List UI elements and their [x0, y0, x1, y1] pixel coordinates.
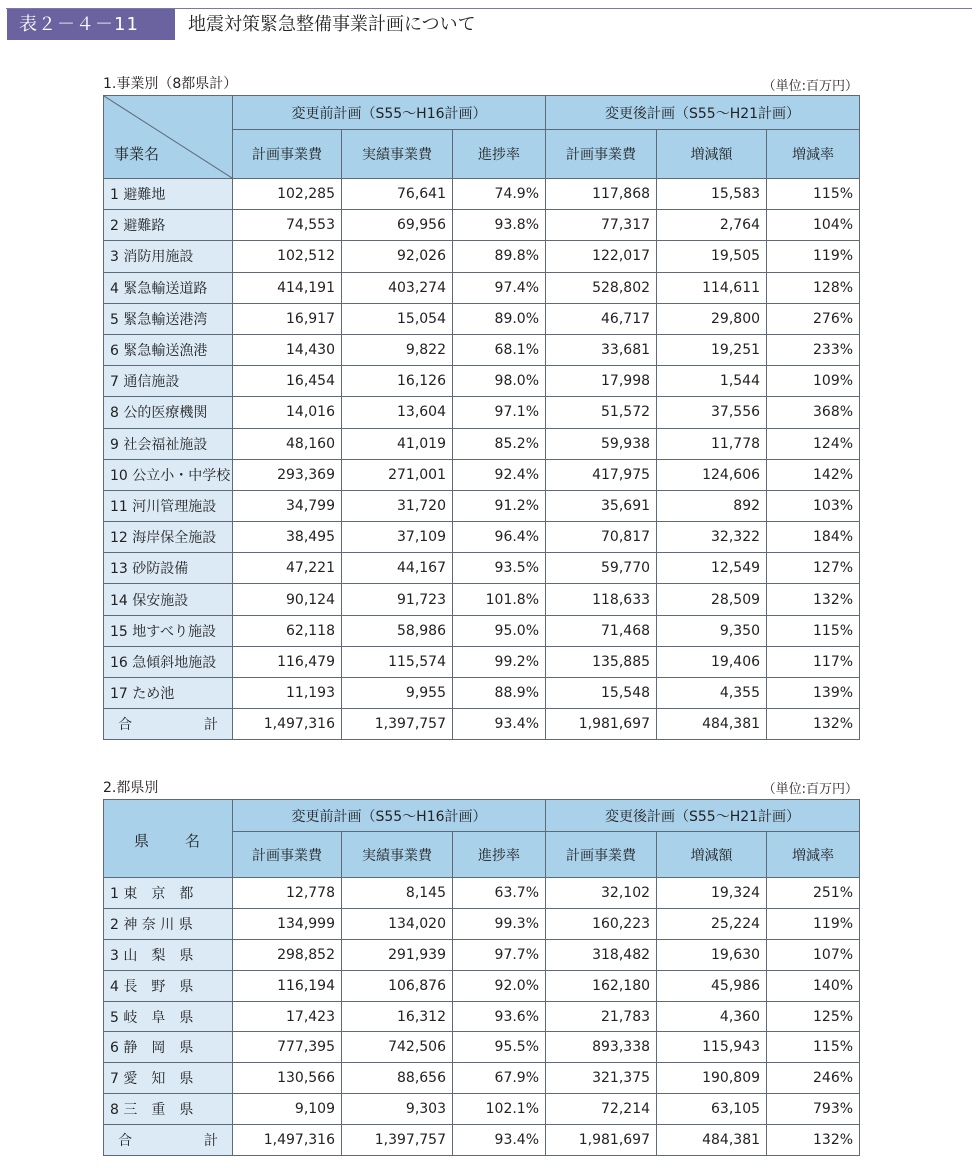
row-label: 16 急傾斜地施設: [104, 646, 233, 677]
table-row: [104, 939, 860, 970]
table-row: [104, 522, 860, 553]
table-row: [104, 878, 860, 909]
total-cell: 132%: [767, 1125, 860, 1156]
table-cell: 8,145: [342, 878, 453, 909]
table-cell: 62,118: [233, 615, 342, 646]
row-label: 4 緊急輸送道路: [104, 272, 233, 303]
row-label: 2 避難路: [104, 210, 233, 241]
table-row: [104, 428, 860, 459]
table-cell: 97.7%: [453, 939, 546, 970]
table-cell: 892: [657, 490, 767, 521]
table-cell: 25,224: [657, 908, 767, 939]
table-cell: 38,495: [233, 522, 342, 553]
total-cell: 1,981,697: [546, 1125, 657, 1156]
table-cell: 293,369: [233, 459, 342, 490]
table-by-project: [103, 95, 860, 740]
total-cell: 93.4%: [453, 1125, 546, 1156]
table-row: [104, 553, 860, 584]
row-label: 7 愛 知 県: [104, 1063, 233, 1094]
total-label-a: 合: [118, 1133, 132, 1150]
group-header-before: 変更前計画（S55～H16計画）: [233, 96, 546, 130]
table-cell: 63,105: [657, 1094, 767, 1125]
table-cell: 116,479: [233, 646, 342, 677]
total-cell: 484,381: [657, 1125, 767, 1156]
table-cell: 9,303: [342, 1094, 453, 1125]
table-cell: 102,285: [233, 179, 342, 210]
col-header: 増減率: [767, 130, 860, 179]
table-cell: 318,482: [546, 939, 657, 970]
table-cell: 19,251: [657, 334, 767, 365]
row-label: 9 社会福祉施設: [104, 428, 233, 459]
table-cell: 124,606: [657, 459, 767, 490]
table-cell: 28,509: [657, 584, 767, 615]
table-cell: 14,430: [233, 334, 342, 365]
table-cell: 742,506: [342, 1032, 453, 1063]
table-row: [104, 1094, 860, 1125]
table-cell: 51,572: [546, 397, 657, 428]
table-cell: 16,917: [233, 303, 342, 334]
table-cell: 34,799: [233, 490, 342, 521]
table-cell: 119%: [767, 241, 860, 272]
table-cell: 16,312: [342, 1001, 453, 1032]
table-cell: 88.9%: [453, 678, 546, 709]
table-row: [104, 1032, 860, 1063]
table-cell: 124%: [767, 428, 860, 459]
table-cell: 68.1%: [453, 334, 546, 365]
table-cell: 122,017: [546, 241, 657, 272]
table-cell: 528,802: [546, 272, 657, 303]
table-cell: 74.9%: [453, 179, 546, 210]
table-cell: 15,583: [657, 179, 767, 210]
table-cell: 134,020: [342, 908, 453, 939]
table-cell: 88,656: [342, 1063, 453, 1094]
table-cell: 93.6%: [453, 1001, 546, 1032]
table-cell: 132%: [767, 584, 860, 615]
total-label-b: 計: [204, 1133, 218, 1150]
total-label: [104, 709, 233, 740]
table-cell: 115,574: [342, 646, 453, 677]
table-cell: 59,938: [546, 428, 657, 459]
table-cell: 251%: [767, 878, 860, 909]
table-cell: 128%: [767, 272, 860, 303]
table-cell: 9,822: [342, 334, 453, 365]
table-cell: 95.5%: [453, 1032, 546, 1063]
table-cell: 117%: [767, 646, 860, 677]
total-cell: 1,497,316: [233, 709, 342, 740]
section2-label: 2.都県別: [103, 780, 159, 796]
row-label: 10 公立小・中学校: [104, 459, 233, 490]
table-cell: 233%: [767, 334, 860, 365]
table-cell: 97.1%: [453, 397, 546, 428]
table-cell: 134,999: [233, 908, 342, 939]
table-cell: 12,778: [233, 878, 342, 909]
table-cell: 190,809: [657, 1063, 767, 1094]
table-row: [104, 241, 860, 272]
table-cell: 414,191: [233, 272, 342, 303]
table-cell: 12,549: [657, 553, 767, 584]
table-cell: 19,505: [657, 241, 767, 272]
table-cell: 77,317: [546, 210, 657, 241]
table-cell: 15,054: [342, 303, 453, 334]
table-row: [104, 1001, 860, 1032]
col-header: 進捗率: [453, 130, 546, 179]
table-cell: 321,375: [546, 1063, 657, 1094]
col-header: 増減率: [767, 832, 860, 878]
table-row: [104, 366, 860, 397]
table-cell: 101.8%: [453, 584, 546, 615]
col-header: 増減額: [657, 832, 767, 878]
table-cell: 33,681: [546, 334, 657, 365]
table-cell: 139%: [767, 678, 860, 709]
page-title: 地震対策緊急整備事業計画について: [188, 14, 476, 35]
table-cell: 21,783: [546, 1001, 657, 1032]
table-cell: 127%: [767, 553, 860, 584]
table-cell: 117,868: [546, 179, 657, 210]
table-cell: 89.8%: [453, 241, 546, 272]
table-cell: 93.5%: [453, 553, 546, 584]
table-cell: 125%: [767, 1001, 860, 1032]
total-label-b: 計: [204, 717, 218, 734]
total-cell: 1,981,697: [546, 709, 657, 740]
group-header-after: 変更後計画（S55～H21計画）: [546, 800, 860, 832]
table-cell: 92.0%: [453, 970, 546, 1001]
table-cell: 16,126: [342, 366, 453, 397]
table-cell: 45,986: [657, 970, 767, 1001]
table-cell: 70,817: [546, 522, 657, 553]
table-cell: 46,717: [546, 303, 657, 334]
table-by-prefecture: [103, 799, 860, 1156]
table-cell: 104%: [767, 210, 860, 241]
table-cell: 71,468: [546, 615, 657, 646]
row-label: 5 岐 阜 県: [104, 1001, 233, 1032]
total-row: [104, 1125, 860, 1156]
table-cell: 115%: [767, 1032, 860, 1063]
table-cell: 19,406: [657, 646, 767, 677]
table-cell: 31,720: [342, 490, 453, 521]
table-cell: 19,630: [657, 939, 767, 970]
table-cell: 17,998: [546, 366, 657, 397]
table-cell: 16,454: [233, 366, 342, 397]
col-header: 計画事業費: [546, 130, 657, 179]
table-cell: 17,423: [233, 1001, 342, 1032]
table-cell: 15,548: [546, 678, 657, 709]
table-cell: 103%: [767, 490, 860, 521]
row-label: 7 通信施設: [104, 366, 233, 397]
table-cell: 140%: [767, 970, 860, 1001]
table-cell: 1,544: [657, 366, 767, 397]
row-label: 11 河川管理施設: [104, 490, 233, 521]
table-cell: 793%: [767, 1094, 860, 1125]
table-cell: 114,611: [657, 272, 767, 303]
table-cell: 4,360: [657, 1001, 767, 1032]
corner-label: 事業名: [114, 145, 160, 163]
diagonal-line: [104, 96, 232, 178]
total-label: [104, 1125, 233, 1156]
table-cell: 35,691: [546, 490, 657, 521]
table-row: [104, 678, 860, 709]
group-header-after: 変更後計画（S55～H21計画）: [546, 96, 860, 130]
table-cell: 99.3%: [453, 908, 546, 939]
table-cell: 115%: [767, 615, 860, 646]
table-cell: 291,939: [342, 939, 453, 970]
corner-header: [104, 96, 233, 179]
table-row: [104, 1063, 860, 1094]
table-cell: 93.8%: [453, 210, 546, 241]
row-label: 8 公的医療機関: [104, 397, 233, 428]
total-cell: 132%: [767, 709, 860, 740]
table-cell: 89.0%: [453, 303, 546, 334]
table-row: [104, 646, 860, 677]
total-label-a: 合: [118, 717, 132, 734]
col-header: 進捗率: [453, 832, 546, 878]
table-cell: 417,975: [546, 459, 657, 490]
row-label: 6 緊急輸送漁港: [104, 334, 233, 365]
table-cell: 271,001: [342, 459, 453, 490]
table-cell: 14,016: [233, 397, 342, 428]
table-row: [104, 334, 860, 365]
table-number-badge: 表２－４－11: [7, 9, 175, 40]
table-cell: 69,956: [342, 210, 453, 241]
table-cell: 9,109: [233, 1094, 342, 1125]
section1-unit: （単位:百万円）: [762, 79, 858, 94]
table-cell: 91,723: [342, 584, 453, 615]
table-cell: 116,194: [233, 970, 342, 1001]
col-header: 増減額: [657, 130, 767, 179]
table-cell: 11,193: [233, 678, 342, 709]
table-row: [104, 615, 860, 646]
table-cell: 99.2%: [453, 646, 546, 677]
table-cell: 91.2%: [453, 490, 546, 521]
table-cell: 9,955: [342, 678, 453, 709]
table-cell: 893,338: [546, 1032, 657, 1063]
table-cell: 102.1%: [453, 1094, 546, 1125]
row-label: 6 静 岡 県: [104, 1032, 233, 1063]
table-row: [104, 908, 860, 939]
row-label: 13 砂防設備: [104, 553, 233, 584]
table-cell: 162,180: [546, 970, 657, 1001]
row-label: 5 緊急輸送港湾: [104, 303, 233, 334]
table-cell: 85.2%: [453, 428, 546, 459]
group-header-before: 変更前計画（S55～H16計画）: [233, 800, 546, 832]
table-cell: 777,395: [233, 1032, 342, 1063]
table-cell: 109%: [767, 366, 860, 397]
table-cell: 47,221: [233, 553, 342, 584]
table-cell: 2,764: [657, 210, 767, 241]
row-label: 3 山 梨 県: [104, 939, 233, 970]
table-cell: 74,553: [233, 210, 342, 241]
table-cell: 67.9%: [453, 1063, 546, 1094]
row-label: 14 保安施設: [104, 584, 233, 615]
table-cell: 92,026: [342, 241, 453, 272]
row-label: 12 海岸保全施設: [104, 522, 233, 553]
table-cell: 63.7%: [453, 878, 546, 909]
total-cell: 1,497,316: [233, 1125, 342, 1156]
total-row: [104, 709, 860, 740]
table-cell: 44,167: [342, 553, 453, 584]
total-cell: 1,397,757: [342, 1125, 453, 1156]
table-cell: 92.4%: [453, 459, 546, 490]
row-label: 15 地すべり施設: [104, 615, 233, 646]
table-row: [104, 397, 860, 428]
table-cell: 106,876: [342, 970, 453, 1001]
row-label: 8 三 重 県: [104, 1094, 233, 1125]
table-cell: 13,604: [342, 397, 453, 428]
row-label: 17 ため池: [104, 678, 233, 709]
table-cell: 298,852: [233, 939, 342, 970]
table-cell: 32,102: [546, 878, 657, 909]
row-label: 4 長 野 県: [104, 970, 233, 1001]
table-cell: 41,019: [342, 428, 453, 459]
col-header: 計画事業費: [233, 832, 342, 878]
table-cell: 90,124: [233, 584, 342, 615]
section2-unit: （単位:百万円）: [762, 782, 858, 797]
corner-label: 県 名: [133, 832, 202, 850]
table-row: [104, 210, 860, 241]
table-cell: 368%: [767, 397, 860, 428]
table-cell: 48,160: [233, 428, 342, 459]
total-cell: 93.4%: [453, 709, 546, 740]
table-cell: 37,556: [657, 397, 767, 428]
table-cell: 29,800: [657, 303, 767, 334]
table-row: [104, 584, 860, 615]
table-cell: 115,943: [657, 1032, 767, 1063]
table-cell: 72,214: [546, 1094, 657, 1125]
row-label: 3 消防用施設: [104, 241, 233, 272]
table-cell: 11,778: [657, 428, 767, 459]
table-cell: 96.4%: [453, 522, 546, 553]
table-cell: 95.0%: [453, 615, 546, 646]
total-cell: 1,397,757: [342, 709, 453, 740]
table-cell: 97.4%: [453, 272, 546, 303]
col-header: 実績事業費: [342, 130, 453, 179]
table-row: [104, 179, 860, 210]
table-cell: 107%: [767, 939, 860, 970]
table-cell: 119%: [767, 908, 860, 939]
table-cell: 102,512: [233, 241, 342, 272]
table-cell: 59,770: [546, 553, 657, 584]
section1-label: 1.事業別（8都県計）: [103, 76, 238, 92]
table-row: [104, 303, 860, 334]
table-cell: 19,324: [657, 878, 767, 909]
table-cell: 160,223: [546, 908, 657, 939]
table-cell: 276%: [767, 303, 860, 334]
row-label: 1 避難地: [104, 179, 233, 210]
col-header: 計画事業費: [233, 130, 342, 179]
table-cell: 115%: [767, 179, 860, 210]
row-label: 2 神 奈 川 県: [104, 908, 233, 939]
table-cell: 37,109: [342, 522, 453, 553]
table-cell: 135,885: [546, 646, 657, 677]
table-cell: 130,566: [233, 1063, 342, 1094]
corner-header: [104, 800, 233, 878]
table-cell: 9,350: [657, 615, 767, 646]
table-row: [104, 970, 860, 1001]
table-row: [104, 272, 860, 303]
table-cell: 76,641: [342, 179, 453, 210]
table-row: [104, 490, 860, 521]
table-cell: 246%: [767, 1063, 860, 1094]
col-header: 実績事業費: [342, 832, 453, 878]
col-header: 計画事業費: [546, 832, 657, 878]
table-cell: 32,322: [657, 522, 767, 553]
table-cell: 4,355: [657, 678, 767, 709]
table-cell: 142%: [767, 459, 860, 490]
table-cell: 403,274: [342, 272, 453, 303]
table-cell: 184%: [767, 522, 860, 553]
table-row: [104, 459, 860, 490]
table-cell: 98.0%: [453, 366, 546, 397]
table-cell: 118,633: [546, 584, 657, 615]
total-cell: 484,381: [657, 709, 767, 740]
table-cell: 58,986: [342, 615, 453, 646]
row-label: 1 東 京 都: [104, 878, 233, 909]
